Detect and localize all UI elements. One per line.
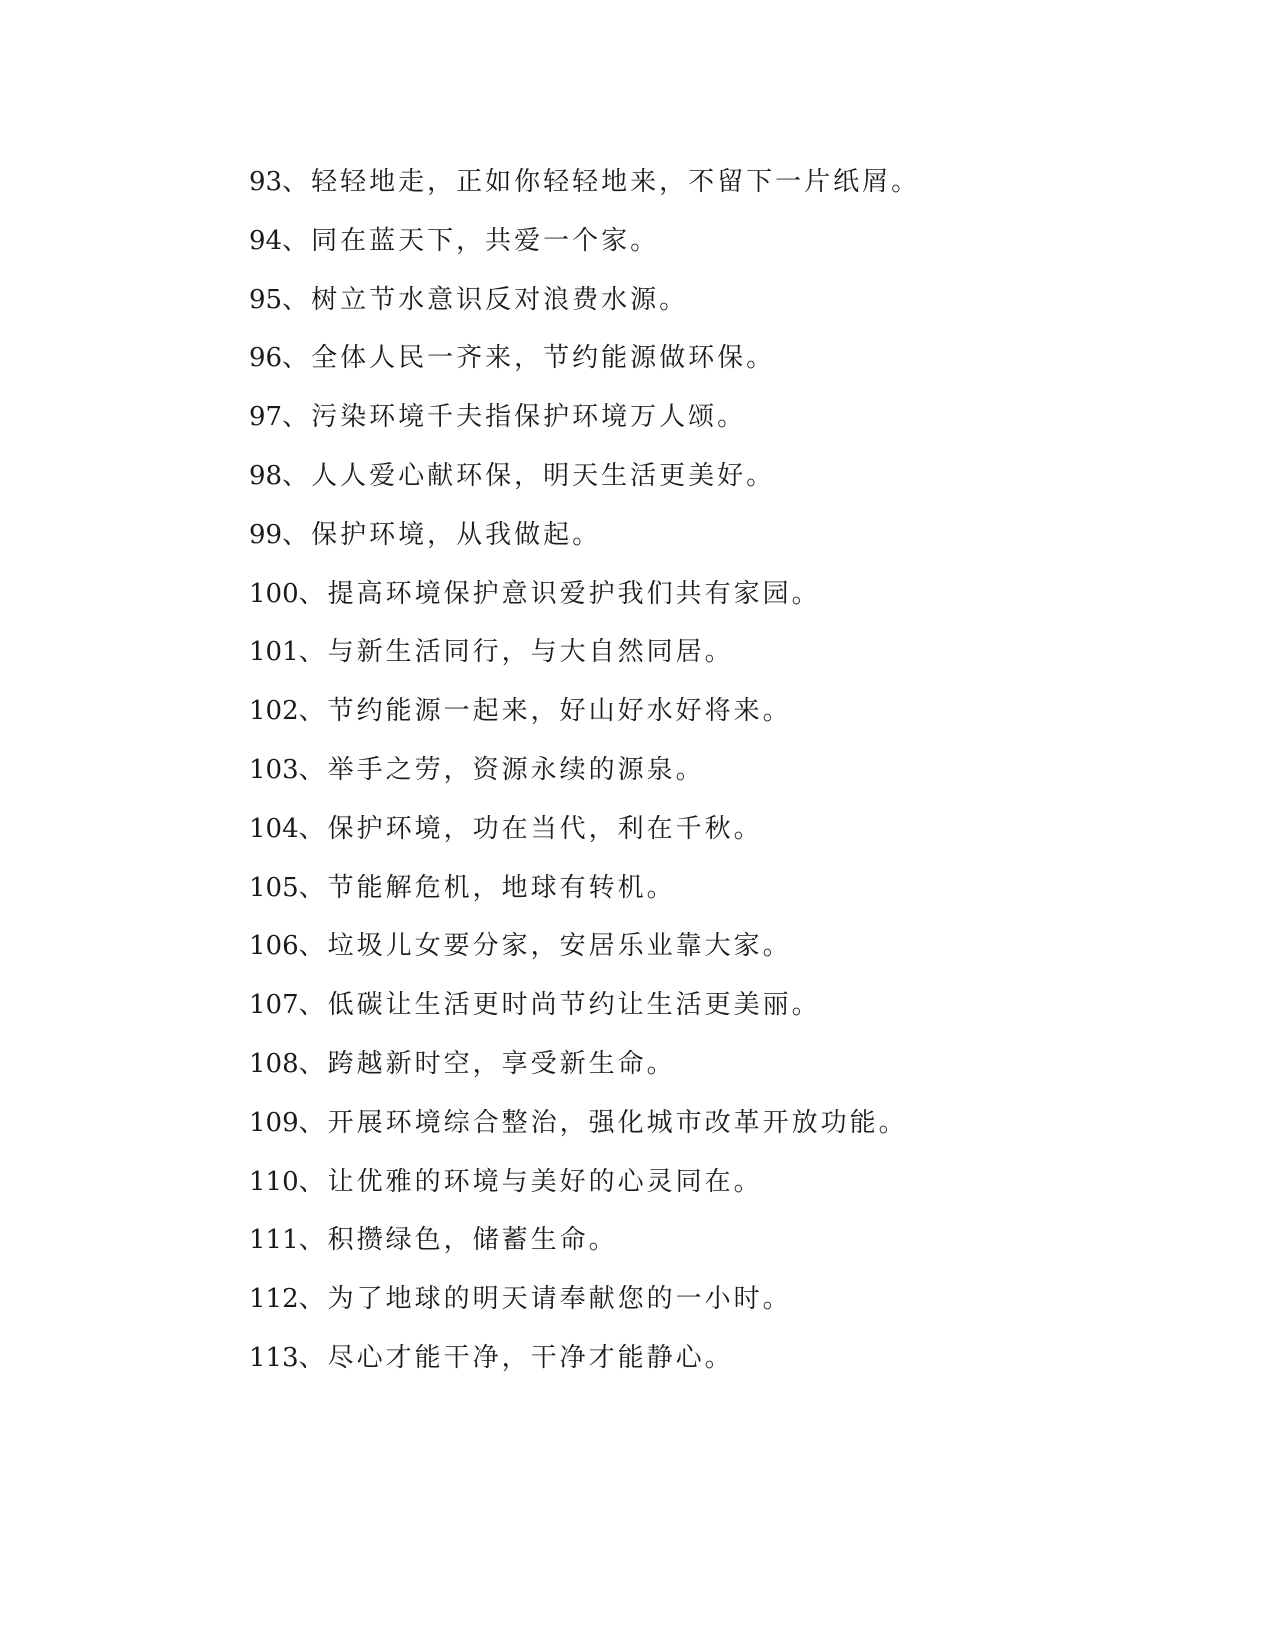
list-item [249,515,920,574]
item-text: 、污染环境千夫指保护环境万人颂。 [282,402,747,433]
item-number: 112 [249,1284,299,1315]
item-text: 、全体人民一齐来，节约能源做环保。 [282,343,776,374]
list-item [249,868,920,927]
item-text: 、人人爱心献环保，明天生活更美好。 [282,460,776,491]
item-number: 106 [249,931,299,962]
list-item [249,1338,920,1397]
list-item [249,338,920,397]
item-number: 113 [249,1342,299,1373]
list-item [249,1162,920,1221]
item-number: 102 [249,696,299,727]
item-text: 、让优雅的环境与美好的心灵同在。 [298,1166,763,1197]
list-item [249,162,920,221]
item-text: 、开展环境综合整治，强化城市改革开放功能。 [298,1107,908,1138]
list-item [249,574,920,633]
slogan-list [249,162,920,1397]
item-number: 97 [249,402,283,433]
item-text: 、同在蓝天下，共爱一个家。 [282,225,660,256]
item-text: 、轻轻地走，正如你轻轻地来，不留下一片纸屑。 [282,167,921,197]
item-text: 、为了地球的明天请奉献您的一小时。 [298,1284,792,1315]
list-item [249,1103,920,1162]
item-text: 、尽心才能干净，干净才能静心。 [298,1342,734,1373]
item-number: 109 [249,1107,299,1138]
list-item [249,809,920,868]
item-text: 、节能解危机，地球有转机。 [298,872,676,903]
item-text: 、与新生活同行，与大自然同居。 [298,637,734,668]
item-text: 、节约能源一起来，好山好水好将来。 [298,696,792,727]
list-item [249,985,920,1044]
item-number: 94 [249,225,283,256]
item-number: 100 [249,578,299,609]
list-item [249,397,920,456]
item-number: 104 [249,813,299,844]
item-text: 、保护环境，功在当代，利在千秋。 [298,813,763,844]
item-number: 110 [249,1166,299,1197]
item-number: 95 [249,284,283,315]
item-text: 、低碳让生活更时尚节约让生活更美丽。 [298,990,821,1021]
item-text: 、举手之劳，资源永续的源泉。 [298,754,705,785]
item-text: 、树立节水意识反对浪费水源。 [282,284,689,315]
item-number: 103 [249,754,299,785]
item-number: 105 [249,872,299,903]
item-text: 、积攒绿色，储蓄生命。 [298,1225,618,1256]
item-number: 96 [249,343,283,374]
list-item [249,456,920,515]
list-item [249,691,920,750]
item-number: 93 [249,167,283,197]
item-text: 、垃圾儿女要分家，安居乐业靠大家。 [298,931,792,962]
list-item [249,280,920,339]
item-number: 101 [249,637,299,668]
item-text: 、提高环境保护意识爱护我们共有家园。 [298,578,821,609]
list-item [249,926,920,985]
item-text: 、跨越新时空，享受新生命。 [298,1048,676,1079]
list-item [249,1279,920,1338]
item-text: 、保护环境，从我做起。 [282,519,602,550]
item-number: 108 [249,1048,299,1079]
list-item [249,1044,920,1103]
list-item [249,1220,920,1279]
item-number: 111 [249,1225,299,1256]
item-number: 99 [249,519,283,550]
item-number: 107 [249,990,299,1021]
list-item [249,221,920,280]
item-number: 98 [249,460,283,491]
list-item [249,632,920,691]
list-item [249,750,920,809]
